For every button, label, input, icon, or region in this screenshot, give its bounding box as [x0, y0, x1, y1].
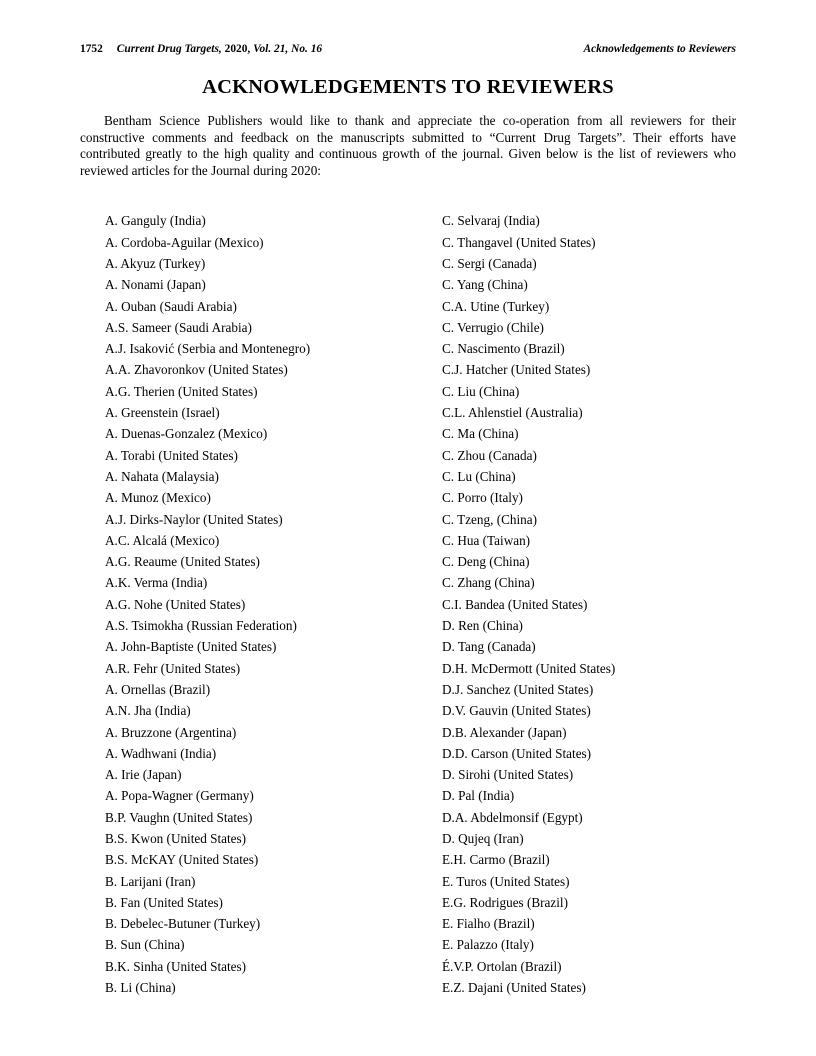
reviewer-item: A.J. Dirks-Naylor (United States): [105, 511, 283, 527]
reviewer-item: A. Nahata (Malaysia): [105, 468, 219, 484]
reviewer-item: B.S. McKAY (United States): [105, 852, 259, 868]
reviewer-item: A. Nonami (Japan): [105, 277, 206, 293]
reviewer-item: D.D. Carson (United States): [442, 745, 592, 761]
reviewer-item: C.A. Utine (Turkey): [442, 298, 550, 314]
reviewer-item: A. Ornellas (Brazil): [105, 681, 211, 697]
page-title: ACKNOWLEDGEMENTS TO REVIEWERS: [202, 76, 614, 98]
running-header: [80, 42, 736, 56]
reviewer-item: A. Greenstein (Israel): [105, 405, 220, 421]
reviewer-item: A. Munoz (Mexico): [105, 490, 211, 506]
reviewer-item: B.S. Kwon (United States): [105, 830, 247, 846]
journal-citation: [80, 42, 322, 56]
reviewer-item: A. Wadhwani (India): [105, 745, 217, 761]
reviewer-item: A.S. Tsimokha (Russian Federation): [105, 618, 297, 634]
reviewer-column-left: [80, 210, 408, 998]
reviewer-item: C.J. Hatcher (United States): [442, 362, 591, 378]
reviewer-item: B.P. Vaughn (United States): [105, 809, 253, 825]
reviewer-item: D.V. Gauvin (United States): [442, 703, 591, 719]
reviewer-item: A. Torabi (United States): [105, 447, 238, 463]
reviewer-item: A. Ganguly (India): [105, 213, 206, 229]
reviewer-item: A. John-Baptiste (United States): [105, 639, 277, 655]
reviewer-item: A.A. Zhavoronkov (United States): [105, 362, 288, 378]
reviewer-item: A.J. Isaković (Serbia and Montenegro): [105, 341, 311, 357]
reviewer-item: A.G. Nohe (United States): [105, 596, 246, 612]
reviewer-item: C. Sergi (Canada): [442, 255, 537, 271]
reviewer-item: B. Sun (China): [105, 937, 185, 953]
reviewer-item: A.S. Sameer (Saudi Arabia): [105, 319, 252, 335]
reviewer-item: C. Porro (Italy): [442, 490, 523, 506]
reviewer-item: C. Thangavel (United States): [442, 234, 596, 250]
reviewer-item: C. Zhang (China): [442, 575, 535, 591]
reviewer-item: D.A. Abdelmonsif (Egypt): [442, 809, 583, 825]
reviewer-item: A.K. Verma (India): [105, 575, 208, 591]
reviewer-item: A.G. Therien (United States): [105, 383, 258, 399]
reviewer-item: A. Ouban (Saudi Arabia): [105, 298, 237, 314]
reviewer-item: D.B. Alexander (Japan): [442, 724, 567, 740]
reviewer-item: A. Duenas-Gonzalez (Mexico): [105, 426, 268, 442]
reviewer-item: A.R. Fehr (United States): [105, 660, 241, 676]
journal-volume-issue: Vol. 21, No. 16: [253, 43, 323, 55]
reviewer-item: A. Cordoba-Aguilar (Mexico): [105, 234, 264, 250]
reviewer-item: E. Palazzo (Italy): [442, 937, 534, 953]
reviewer-item: D. Qujeq (Iran): [442, 830, 524, 846]
reviewer-item: D. Sirohi (United States): [442, 767, 574, 783]
reviewer-column-right: [408, 210, 736, 998]
reviewer-item: C. Selvaraj (India): [442, 213, 540, 229]
running-title: Acknowledgements to Reviewers: [583, 43, 736, 55]
journal-year: 2020,: [224, 43, 251, 55]
reviewer-item: D. Pal (India): [442, 788, 515, 804]
reviewer-item: B. Larijani (Iran): [105, 873, 196, 889]
reviewer-item: D.H. McDermott (United States): [442, 660, 616, 676]
reviewer-item: A.C. Alcalá (Mexico): [105, 532, 220, 548]
reviewer-item: C. Ma (China): [442, 426, 519, 442]
reviewer-item: C. Tzeng, (China): [442, 511, 537, 527]
reviewer-item: D. Tang (Canada): [442, 639, 536, 655]
reviewer-item: É.V.P. Ortolan (Brazil): [442, 958, 562, 974]
reviewer-item: A. Popa-Wagner (Germany): [105, 788, 254, 804]
reviewer-item: E.Z. Dajani (United States): [442, 980, 586, 996]
reviewer-list: [80, 210, 736, 998]
reviewer-item: B.K. Sinha (United States): [105, 958, 247, 974]
reviewer-item: C.L. Ahlenstiel (Australia): [442, 405, 583, 421]
reviewer-item: B. Fan (United States): [105, 894, 223, 910]
reviewer-item: E.G. Rodrigues (Brazil): [442, 894, 568, 910]
reviewer-item: B. Li (China): [105, 980, 176, 996]
reviewer-item: E. Turos (United States): [442, 873, 570, 889]
reviewer-item: C. Nascimento (Brazil): [442, 341, 565, 357]
reviewer-item: B. Debelec-Butuner (Turkey): [105, 916, 261, 932]
reviewer-item: D. Ren (China): [442, 618, 523, 634]
reviewer-item: A. Bruzzone (Argentina): [105, 724, 237, 740]
reviewer-item: C. Zhou (Canada): [442, 447, 537, 463]
intro-paragraph: Bentham Science Publishers would like to thank and appreciate the co-operation from all reviewers for their constructive comments and feedback on the manuscripts submitted to “Current Drug Targets”. Their efforts have contributed greatly to the high quality and continuous growth of the journal. Given below is the list of reviewers who reviewed articles for the Journal during 2020:: [80, 113, 736, 178]
reviewer-item: C. Deng (China): [442, 554, 530, 570]
journal-name: Current Drug Targets,: [116, 43, 222, 55]
reviewer-item: C. Liu (China): [442, 383, 520, 399]
reviewer-item: A. Akyuz (Turkey): [105, 255, 206, 271]
reviewer-item: A.G. Reaume (United States): [105, 554, 260, 570]
reviewer-item: C. Yang (China): [442, 277, 528, 293]
reviewer-item: D.J. Sanchez (United States): [442, 681, 594, 697]
reviewer-item: C.I. Bandea (United States): [442, 596, 588, 612]
reviewer-item: C. Lu (China): [442, 468, 516, 484]
reviewer-item: A. Irie (Japan): [105, 767, 182, 783]
reviewer-item: E. Fialho (Brazil): [442, 916, 535, 932]
reviewer-item: C. Verrugio (Chile): [442, 319, 544, 335]
page-number: 1752: [80, 43, 103, 55]
reviewer-item: E.H. Carmo (Brazil): [442, 852, 550, 868]
reviewer-item: C. Hua (Taiwan): [442, 532, 531, 548]
reviewer-item: A.N. Jha (India): [105, 703, 191, 719]
